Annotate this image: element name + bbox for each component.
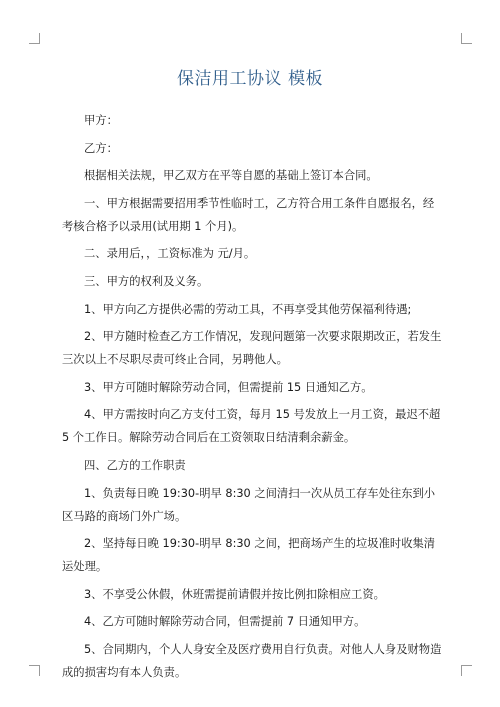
party-a-line: 甲方： bbox=[84, 114, 118, 127]
party-a-item-4: 4、甲方需按时向乙方支付工资，每月 15 号发放上一月工资，最迟不超 5 个工作日。解除劳动合同后在工资领取日结清剩余薪金。 bbox=[62, 408, 441, 445]
party-a-item-3: 3、甲方可随时解除劳动合同，但需提前 15 日通知乙方。 bbox=[84, 380, 373, 394]
document-title: 保洁用工协议 模板 bbox=[177, 69, 323, 89]
clause-1-hiring: 一、甲方根据需要招用季节性临时工，乙方符合用工条件自愿报名，经考核合格予以录用(试用期 1 个月)。 bbox=[62, 196, 435, 233]
crop-mark-top-right bbox=[461, 33, 472, 44]
party-a-item-2: 2、甲方随时检查乙方工作情况，发现问题第一次要求限期改正，若发生三次以上不尽职尽责可终止合同，另聘他人。 bbox=[62, 330, 442, 367]
party-b-item-3: 3、不享受公休假，休班需提前请假并按比例扣除相应工资。 bbox=[84, 587, 385, 601]
party-b-line: 乙方： bbox=[84, 141, 118, 155]
crop-mark-bottom-left bbox=[29, 665, 40, 676]
party-b-item-1: 1、负责每日晚 19:30-明早 8:30 之间清扫一次从员工存车处往东到小区马路的商场门外广场。 bbox=[62, 486, 436, 523]
crop-mark-top-left bbox=[29, 33, 40, 44]
party-b-item-2: 2、坚持每日晚 19:30-明早 8:30 之间，把商场产生的垃圾准时收集清运处理。 bbox=[62, 537, 436, 574]
clause-2-wage: 二、录用后，，工资标准为 元/月。 bbox=[84, 247, 256, 261]
party-b-item-5: 5、合同期内，个人人身安全及医疗费用自行负责。对他人人身及财物造成的损害均有本人负责。 bbox=[62, 642, 442, 679]
section-heading-party-a-rights: 三、甲方的权利及义务。 bbox=[84, 274, 209, 288]
document-body bbox=[62, 109, 442, 689]
section-heading-party-b-duties: 四、乙方的工作职责 bbox=[84, 458, 186, 472]
party-a-item-1: 1、甲方向乙方提供必需的劳动工具，不再享受其他劳保福利待遇; bbox=[84, 302, 412, 316]
party-b-item-4: 4、乙方可随时解除劳动合同，但需提前 7 日通知甲方。 bbox=[84, 615, 366, 629]
crop-mark-bottom-right bbox=[461, 665, 472, 676]
intro-paragraph: 根据相关法规，甲乙双方在平等自愿的基础上签订本合同。 bbox=[84, 169, 378, 183]
